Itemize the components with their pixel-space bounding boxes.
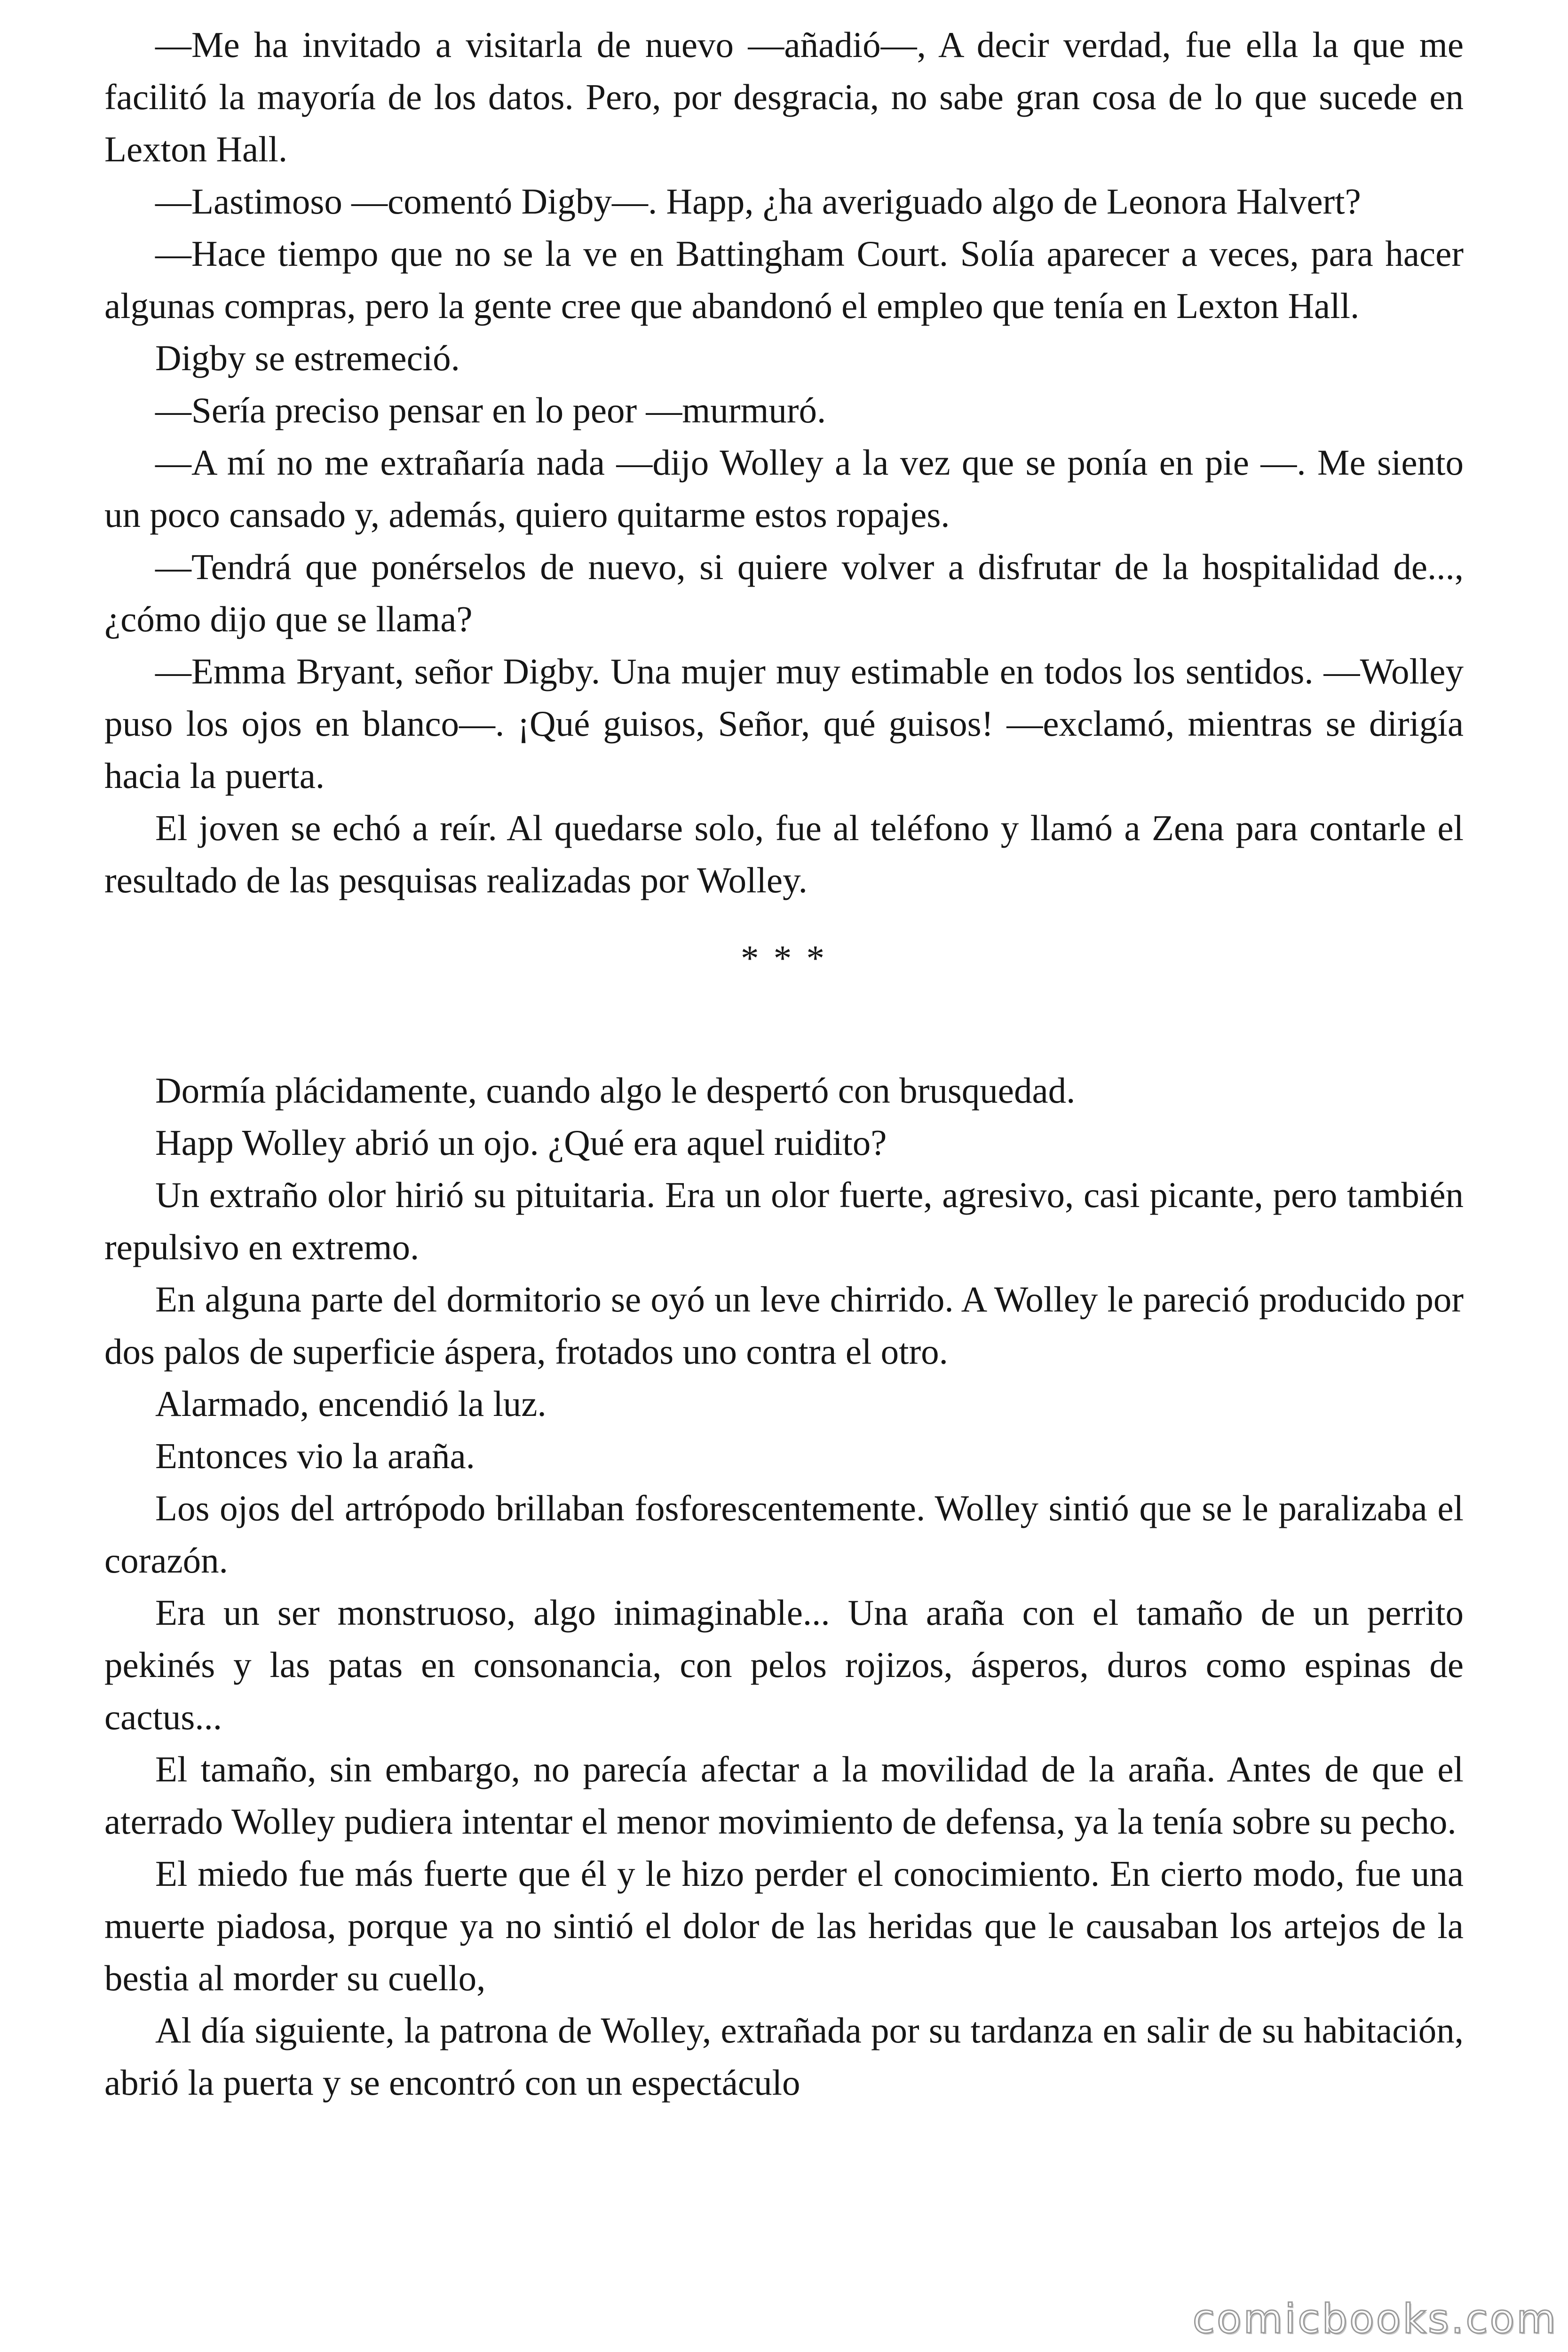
paragraph: Los ojos del artrópodo brillaban fosforescentemente. Wolley sintió que se le paralizaba el corazón. <box>104 1488 1464 1581</box>
paragraph: —Me ha invitado a visitarla de nuevo —añadió—, A decir verdad, fue ella la que me facilitó la mayoría de los datos. Pero, por desgracia, no sabe gran cosa de lo que sucede en Lexton Hall. <box>104 24 1464 169</box>
paragraph: —Hace tiempo que no se la ve en Battingham Court. Solía aparecer a veces, para hacer algunas compras, pero la gente cree que abandonó el empleo que tenía en Lexton Hall. <box>104 233 1464 326</box>
text-block-bottom <box>104 1065 1464 2109</box>
paragraph: —A mí no me extrañaría nada —dijo Wolley a la vez que se ponía en pie —. Me siento un poco cansado y, además, quiero quitarme estos ropajes. <box>104 442 1464 535</box>
paragraph: Era un ser monstruoso, algo inimaginable... Una araña con el tamaño de un perrito pekinés y las patas en consonancia, con pelos rojizos, ásperos, duros como espinas de cactus... <box>104 1592 1464 1737</box>
paragraph: El joven se echó a reír. Al quedarse solo, fue al teléfono y llamó a Zena para contarle el resultado de las pesquisas realizadas por Wolley. <box>104 808 1464 900</box>
paragraph: —Emma Bryant, señor Digby. Una mujer muy estimable en todos los sentidos. —Wolley puso los ojos en blanco—. ¡Qué guisos, Señor, qué guisos! —exclamó, mientras se dirigía hacia la puerta. <box>104 651 1464 796</box>
paragraph: —Tendrá que ponérselos de nuevo, si quiere volver a disfrutar de la hospitalidad de..., ¿cómo dijo que se llama? <box>104 547 1464 639</box>
paragraph: Dormía plácidamente, cuando algo le despertó con brusquedad. <box>155 1070 1076 1111</box>
book-page <box>104 19 1464 2324</box>
paragraph: En alguna parte del dormitorio se oyó un leve chirrido. A Wolley le pareció producido por dos palos de superficie áspera, frotados uno contra el otro. <box>104 1279 1464 1372</box>
paragraph: Digby se estremeció. <box>155 338 460 378</box>
text-block-top <box>104 19 1464 906</box>
section-break: * * * <box>741 938 827 978</box>
paragraph: Entonces vio la araña. <box>155 1436 475 1476</box>
paragraph: —Sería preciso pensar en lo peor —murmuró. <box>155 390 826 430</box>
paragraph: El miedo fue más fuerte que él y le hizo perder el conocimiento. En cierto modo, fue una muerte piadosa, porque ya no sintió el dolor de las heridas que le causaban los artejos de la bestia al morder su cuello, <box>104 1853 1464 1998</box>
paragraph: Alarmado, encendió la luz. <box>155 1383 546 1424</box>
watermark: comicbooks.com <box>1192 2296 1558 2343</box>
paragraph: —Lastimoso —comentó Digby—. Happ, ¿ha averiguado algo de Leonora Halvert? <box>155 181 1361 222</box>
paragraph: Al día siguiente, la patrona de Wolley, extrañada por su tardanza en salir de su habitación, abrió la puerta y se encontró con un espectáculo <box>104 2010 1464 2103</box>
paragraph: Un extraño olor hirió su pituitaria. Era un olor fuerte, agresivo, casi picante, pero también repulsivo en extremo. <box>104 1175 1464 1267</box>
paragraph: Happ Wolley abrió un ojo. ¿Qué era aquel ruidito? <box>155 1122 887 1163</box>
paragraph: El tamaño, sin embargo, no parecía afectar a la movilidad de la araña. Antes de que el aterrado Wolley pudiera intentar el menor movimiento de defensa, ya la tenía sobre su pecho. <box>104 1749 1464 1842</box>
